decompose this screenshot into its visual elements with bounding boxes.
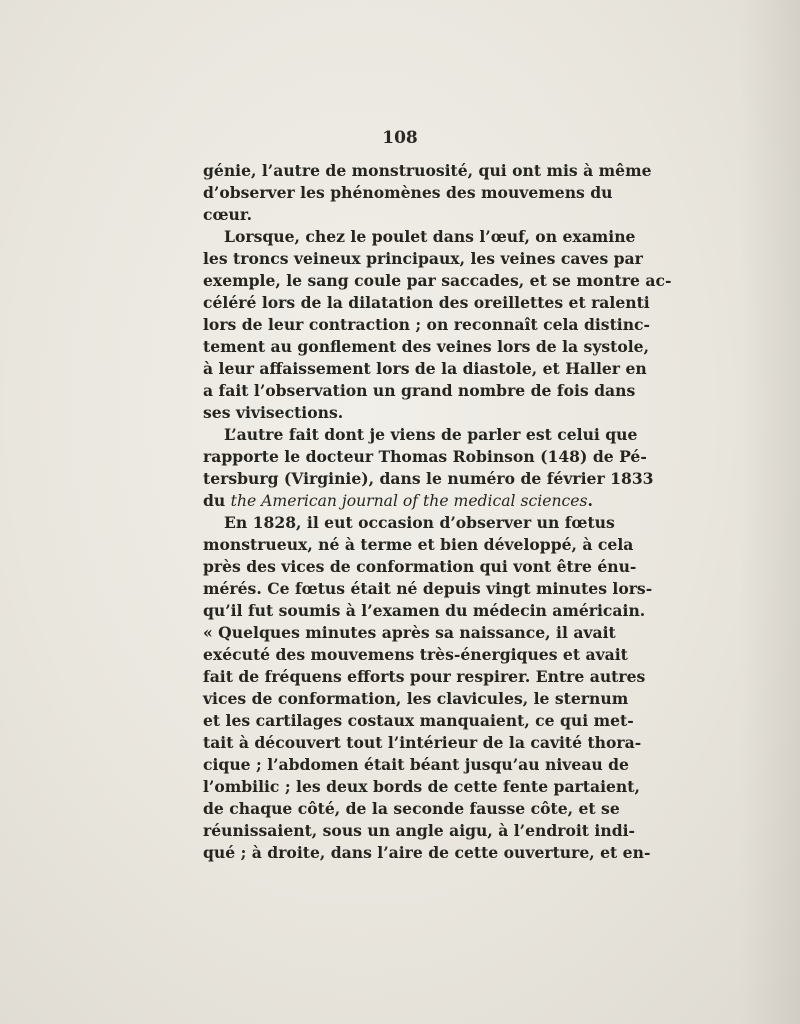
text-line — [203, 490, 602, 512]
text-line: et les cartilages costaux manquaient, ce qui met- — [203, 711, 634, 730]
text-line: tersburg (Virginie), dans le numéro de février 1833 — [203, 469, 654, 488]
text-line-prefix: du — [203, 491, 231, 510]
text-line: En 1828, il eut occasion d’observer un fœtus — [224, 513, 615, 532]
text-line: qué ; à droite, dans l’aire de cette ouverture, et en- — [203, 843, 651, 862]
journal-title: the American journal of the medical sciences — [230, 492, 588, 510]
text-line: ses vivisections. — [203, 403, 344, 422]
text-line: exécuté des mouvemens très-énergiques et avait — [203, 645, 628, 664]
page-number: 108 — [382, 128, 418, 148]
text-line: a fait l’observation un grand nombre de fois dans — [203, 381, 636, 400]
text-line: cœur. — [203, 205, 253, 224]
text-line: d’observer les phénomènes des mouvemens du — [203, 183, 613, 202]
text-line: tait à découvert tout l’intérieur de la cavité thora- — [203, 733, 642, 752]
text-line: vices de conformation, les clavicules, le sternum — [203, 689, 629, 708]
text-line: génie, l’autre de monstruosité, qui ont mis à même — [203, 161, 652, 180]
text-line: céléré lors de la dilatation des oreillettes et ralenti — [203, 293, 650, 312]
text-line: Lorsque, chez le poulet dans l’œuf, on examine — [224, 227, 636, 246]
text-line: L’autre fait dont je viens de parler est celui que — [224, 425, 638, 444]
text-line: de chaque côté, de la seconde fausse côte, et se — [203, 799, 620, 818]
text-line: près des vices de conformation qui vont être énu- — [203, 557, 637, 576]
text-line: fait de fréquens efforts pour respirer. Entre autres — [203, 667, 646, 686]
text-line-suffix: . — [587, 491, 593, 510]
text-line: lors de leur contraction ; on reconnaît cela distinc- — [203, 315, 651, 334]
text-line: qu’il fut soumis à l’examen du médecin américain. — [203, 601, 646, 620]
text-line: réunissaient, sous un angle aigu, à l’endroit indi- — [203, 821, 635, 840]
text-line: à leur affaissement lors de la diastole, et Haller en — [203, 359, 647, 378]
text-line: « Quelques minutes après sa naissance, il avait — [203, 623, 616, 642]
text-line: rapporte le docteur Thomas Robinson (148) de Pé- — [203, 447, 647, 466]
text-line: l’ombilic ; les deux bords de cette fente partaient, — [203, 777, 640, 796]
text-line: cique ; l’abdomen était béant jusqu’au niveau de — [203, 755, 629, 774]
text-line: monstrueux, né à terme et bien développé, à cela — [203, 535, 634, 554]
text-line: mérés. Ce fœtus était né depuis vingt minutes lors- — [203, 579, 653, 598]
text-line: tement au gonflement des veines lors de la systole, — [203, 337, 650, 356]
body-text — [203, 160, 672, 864]
text-line: exemple, le sang coule par saccades, et se montre ac- — [203, 271, 672, 290]
text-line: les troncs veineux principaux, les veines caves par — [203, 249, 643, 268]
